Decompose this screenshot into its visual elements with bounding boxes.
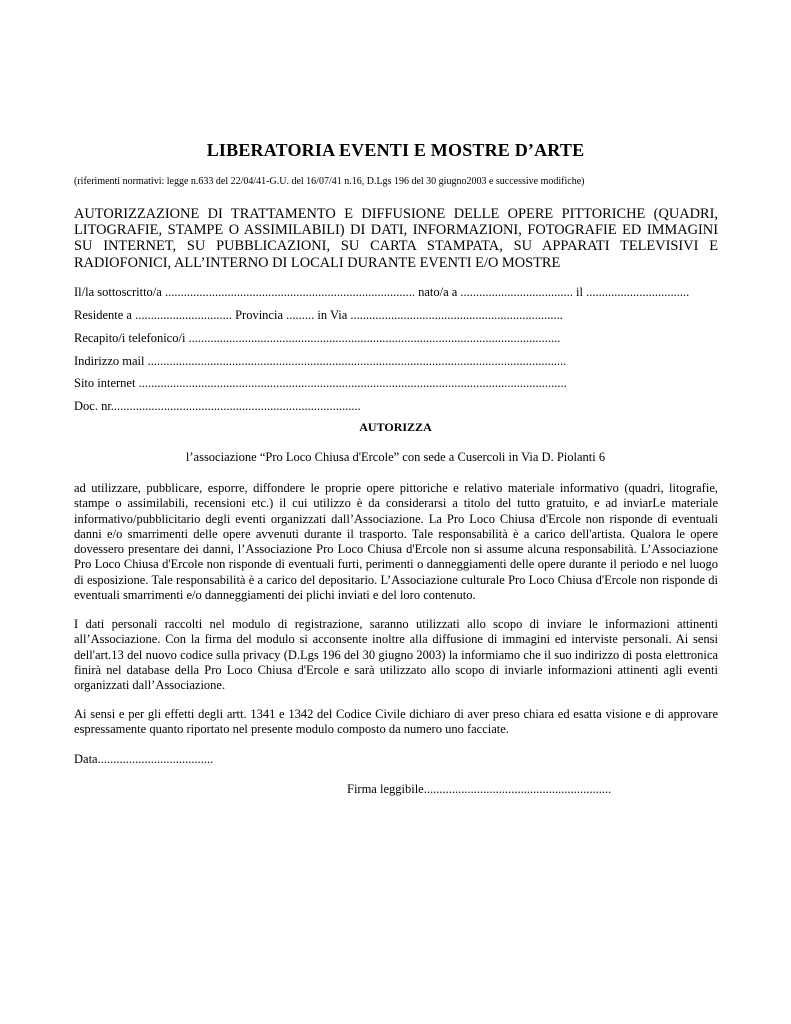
autorizza-heading: AUTORIZZA [359,420,432,434]
signature-line: Firma leggibile............................................................ [347,782,612,796]
field-recapito: Recapito/i telefonico/i ....................................................................................................................... [74,331,561,345]
field-residente: Residente a ............................... Provincia ......... in Via .................................................................... [74,308,563,322]
field-mail: Indirizzo mail ...................................................................................................................................... [74,354,567,368]
legal-references: (riferimenti normativi: legge n.633 del 22/04/41-G.U. del 16/07/41 n.16, D.Lgs 196 del 30 giugno2003 e successive modifiche) [74,176,585,187]
paragraph-privacy: I dati personali raccolti nel modulo di registrazione, saranno utilizzati allo scopo di inviare le informazioni attinenti all’Associazione. Con la firma del modulo si acconsente inoltre alla diffusione di immagini ed interviste personali. Ai sensi dell'art.13 del nuovo codice sulla privacy (D.Lgs 196 del 30 giugno 2003) la informiamo che il suo indirizzo di posta elettronica finirà nel database della Pro Loco Chiusa d'Ercole e sarà utilizzato allo scopo di inviarle informazioni attinenti agli eventi organizzati dall’Associazione. [74,617,718,693]
paragraph-usage: ad utilizzare, pubblicare, esporre, diffondere le proprie opere pittoriche e relativo materiale informativo (quadri, litografie, stampe o assimilabili, recensioni etc.) il cui utilizzo è da considerarsi a titolo del tutto gratuito, e ad inviarLe materiale informativo/pubblicitario degli eventi organizzati dall’Associazione. La Pro Loco Chiusa d'Ercole non risponde di eventuali danni e/o smarrimenti delle opere avvenuti durante il trasporto. Tale responsabilità è a carico dell'artista. Qualora le opere dovessero presentare dei danni, l’Associazione Pro Loco Chiusa d'Ercole non si assume alcuna responsabilità. L’Associazione Pro Loco Chiusa d'Ercole non risponde di eventuali furti, perimenti o danneggiamenti delle opere durante il periodo e nel luogo di esposizione. Tale responsabilità è a carico del depositario. L’Associazione culturale Pro Loco Chiusa d'Ercole non risponde di eventuali smarrimenti e/o danneggiamenti dei plichi inviati e del loro contenuto. [74,481,718,603]
document-title: LIBERATORIA EVENTI E MOSTRE D’ARTE [206,140,585,160]
field-doc: Doc. nr................................................................................ [74,399,361,413]
date-line: Data..................................... [74,752,214,766]
paragraph-civil-code: Ai sensi e per gli effetti degli artt. 1341 e 1342 del Codice Civile dichiaro di aver preso chiara ed esatta visione e di approvare espressamente quanto riportato nel presente modulo composto da numero uno facciate. [74,707,718,737]
field-sito: Sito internet ......................................................................................................................................... [74,376,567,390]
authorization-heading: AUTORIZZAZIONE DI TRATTAMENTO E DIFFUSIONE DELLE OPERE PITTORICHE (QUADRI, LITOGRAFIE, STAMPE O ASSIMILABILI) DI DATI, INFORMAZIONI, FOTOGRAFIE ED IMMAGINI SU INTERNET, SU PUBBLICAZIONI, SU CARTA STAMPATA, SU APPARATI TELEVISIVI E RADIOFONICI, ALL’INTERNO DI LOCALI DURANTE EVENTI E/O MOSTRE [74,206,718,271]
association-line: l’associazione “Pro Loco Chiusa d'Ercole” con sede a Cusercoli in Via D. Piolanti 6 [185,450,606,464]
field-sottoscritto: Il/la sottoscritto/a ................................................................................ nato/a a .................................... il ................................. [74,285,690,299]
